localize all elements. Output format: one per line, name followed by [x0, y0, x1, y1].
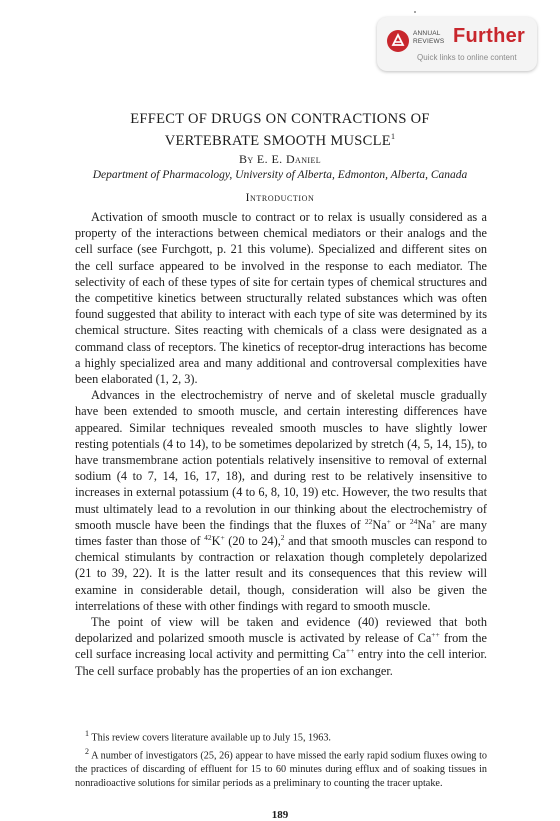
text-run: from the cell surface increasing local activity and permitting Ca [75, 631, 487, 662]
title-line-2: VERTEBRATE SMOOTH MUSCLE [164, 132, 391, 149]
element-symbol: Na [372, 517, 387, 532]
footnote-mark: 2 [85, 746, 89, 756]
isotope-mass: 22 [364, 516, 373, 526]
ion-charge: + [220, 532, 225, 542]
badge-subtitle: Quick links to online content [417, 53, 517, 62]
article-body [75, 209, 487, 679]
title-line-1: EFFECT OF DRUGS ON CONTRACTIONS OF [130, 111, 430, 127]
text-run: or [390, 517, 410, 532]
author-byline: By E. E. Daniel [238, 152, 322, 166]
badge-title: Further [453, 25, 526, 47]
article-title [60, 111, 500, 150]
ion-charge: ++ [431, 630, 440, 640]
text-run: The point of view will be taken and evidence (40) reviewed that both depolarized and polarized smooth muscle is activated by release of Ca [75, 615, 487, 646]
footnote-2 [75, 745, 487, 790]
text-run: Advances in the electrochemistry of nerve and of skeletal muscle gradually have been extended to smooth muscle, and certain interesting differences have appeared. Similar techniques revealed smooth muscles to have slightly lower resting potentials (4 to 14), to be sometimes depolarized by stretch (4, 5, 14, 15), to have transmembrane action potentials relatively insensitive to removal of external sodium (4 to 7, 14, 16, 17, 18), and during rest to be relatively insensitive to increases in external potassium (4 to 6, 8, 10, 19) etc. However, the two results that must ultimately lead to a revolution in our thinking about the electrochemistry of smooth muscle have been the findings that the fluxes of [75, 388, 487, 532]
paragraph-2 [75, 387, 487, 614]
section-heading: Introduction [245, 192, 315, 204]
element-symbol: Na [417, 517, 432, 532]
badge-brand-line1: ANNUAL [413, 30, 441, 37]
footnotes [75, 727, 487, 790]
badge-brand [413, 30, 453, 45]
text-run: are many times faster than those of [75, 517, 487, 549]
page-number: 189 [271, 809, 289, 821]
text-run: and that smooth muscles can respond to chemical stimulants by contraction or relaxation though completely depolarized (21 to 39, 22). It is the latter result and its consequences that this review will examine in considerable detail, though, consideration will also be given the interrelations of these with other findings with regard to smooth muscle. [75, 534, 487, 613]
ion-charge: ++ [345, 646, 355, 656]
further-links-badge[interactable] [377, 17, 537, 71]
element-symbol: K [211, 534, 221, 549]
paragraph-1: Activation of smooth muscle to contract or to relax is usually considered as a property of the interactions between chemical mediators or their analogs and the cell surface (see Furchgott, p. 21 this volume). Specialized and different sites on the cell surface appeared to be involved in the response to each mediator. The selectivity of each of these types of site for certain types of chemical structures and the competitive kinetics between structurally related substances which was often found suggested that ability to interact with each type of site was determined by its chemical structure. Sites reacting with chemicals of a class were designated as a command class of receptors. The kinetics of receptor-drug interactions has become a highly specialized area and many additional and controversal complexities have been elaborated (1, 2, 3). [75, 210, 487, 387]
stray-mark [414, 11, 416, 13]
annual-reviews-logo-icon [387, 30, 409, 52]
text-run: (20 to 24), [224, 534, 281, 549]
text-run: entry into the cell interior. The cell surface probably has the properties of an ion exchanger. [75, 647, 488, 678]
isotope-mass: 42 [204, 532, 212, 542]
ion-charge: + [431, 516, 436, 526]
footnote-2-ref[interactable]: 2 [280, 532, 285, 542]
badge-brand-line2: REVIEWS [413, 37, 445, 45]
ion-charge: + [386, 516, 391, 526]
footnote-text: A number of investigators (25, 26) appear to have missed the early rapid sodium fluxes owing to the practices of discarding of effluent for 15 to 60 minutes during efflux and of soaking tissues in nonradioactive solutions for similar periods as a preliminary to counting the tracer uptake. [75, 750, 487, 789]
footnote-1 [75, 727, 487, 745]
footnote-text: This review covers literature available up to July 15, 1963. [89, 732, 331, 744]
paragraph-3 [75, 614, 487, 679]
author-affiliation: Department of Pharmacology, University of Alberta, Edmonton, Alberta, Canada [92, 169, 468, 181]
isotope-mass: 24 [409, 516, 418, 526]
footnote-mark: 1 [85, 729, 89, 738]
title-footnote-ref[interactable]: 1 [390, 132, 396, 141]
